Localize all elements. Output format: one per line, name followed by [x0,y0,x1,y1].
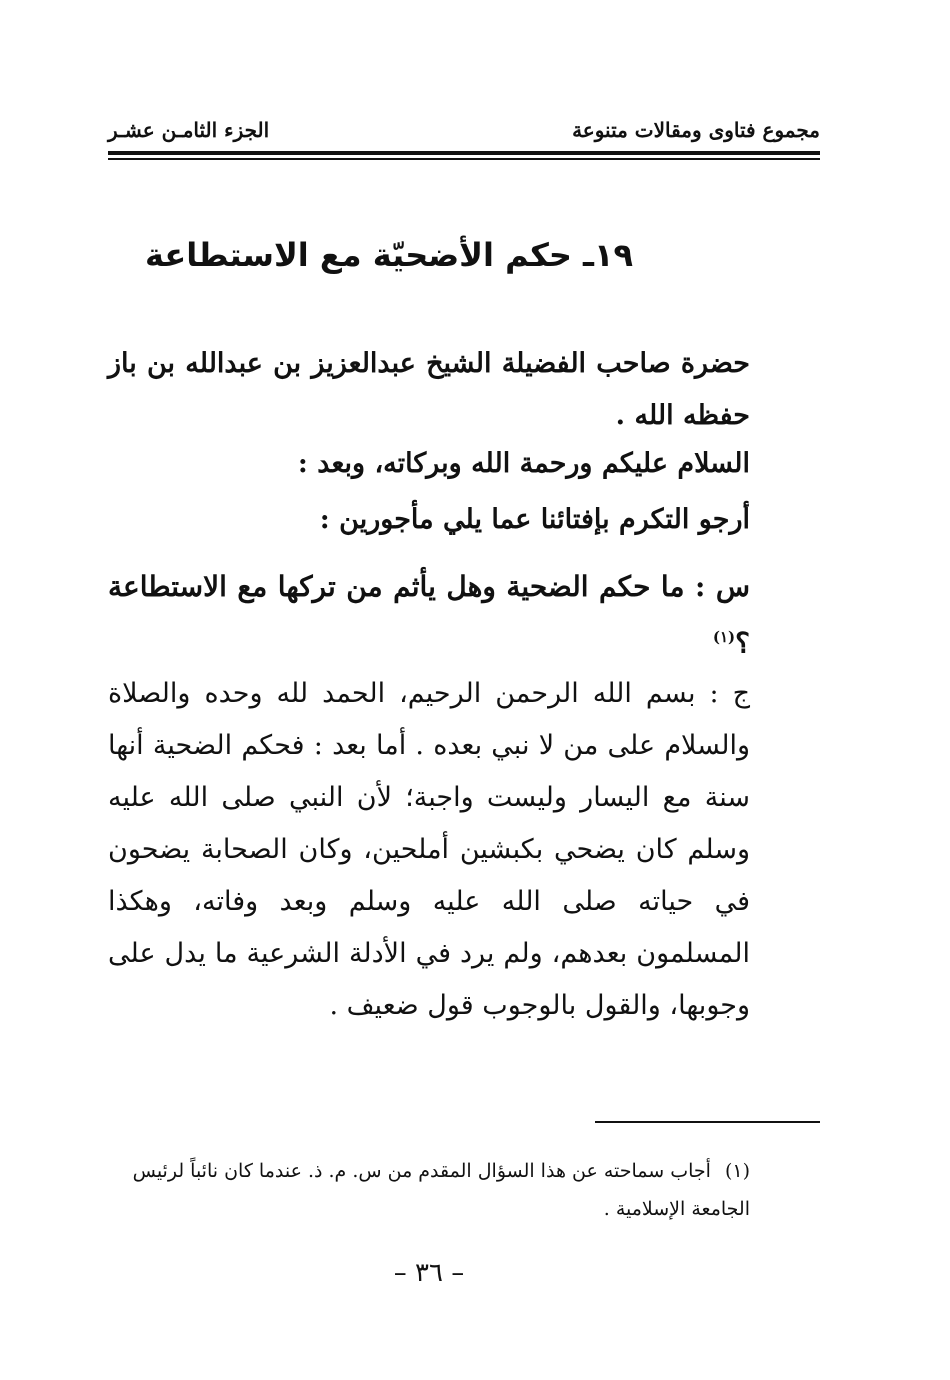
footnote-number: (١) [724,1160,750,1182]
greeting-line: السلام عليكم ورحمة الله وبركاته، وبعد : [297,448,750,479]
question-paragraph [108,562,750,668]
header-book-title: مجموع فتاوى ومقالات متنوعة [572,118,820,142]
address-paragraph: حضرة صاحب الفضيلة الشيخ عبدالعزيز بن عبدالله بن باز حفظه الله . [108,348,750,431]
header-volume: الجزء الثامـن عشـر [108,118,270,142]
page-number: – ٣٦ – [393,1258,465,1288]
footnote-separator [595,1121,820,1123]
question-text: س : ما حكم الضحية وهل يأثم من تركها مع الاستطاعة ؟ [108,570,750,660]
article-title: ١٩ـ حكم الأضحيّة مع الاستطاعة [144,236,634,274]
header-rule-thick [108,151,820,155]
answer-paragraph: ج : بسم الله الرحمن الرحيم، الحمد لله وحده والصلاة والسلام على من لا نبي بعده . أما بعد : فحكم الضحية أنها سنة مع اليسار وليست واجبة؛ لأن النبي صلى الله عليه وسلم كان يضحي بكبشين أملحين، وكان الصحابة يضحون في حياته صلى الله عليه وسلم وبعد وفاته، وهكذا المسلمون بعدهم، ولم يرد في الأدلة الشرعية ما يدل على وجوبها، والقول بالوجوب قول ضعيف . [108,678,750,1021]
question-footnote-ref: (١) [712,628,736,646]
footnote [108,1152,750,1228]
request-line: أرجو التكرم بإفتائنا عما يلي مأجورين : [319,504,750,535]
header-rule-thin [108,158,820,160]
footnote-text: أجاب سماحته عن هذا السؤال المقدم من س. م. ذ. عندما كان نائباً لرئيس الجامعة الإسلامية . [132,1160,750,1220]
